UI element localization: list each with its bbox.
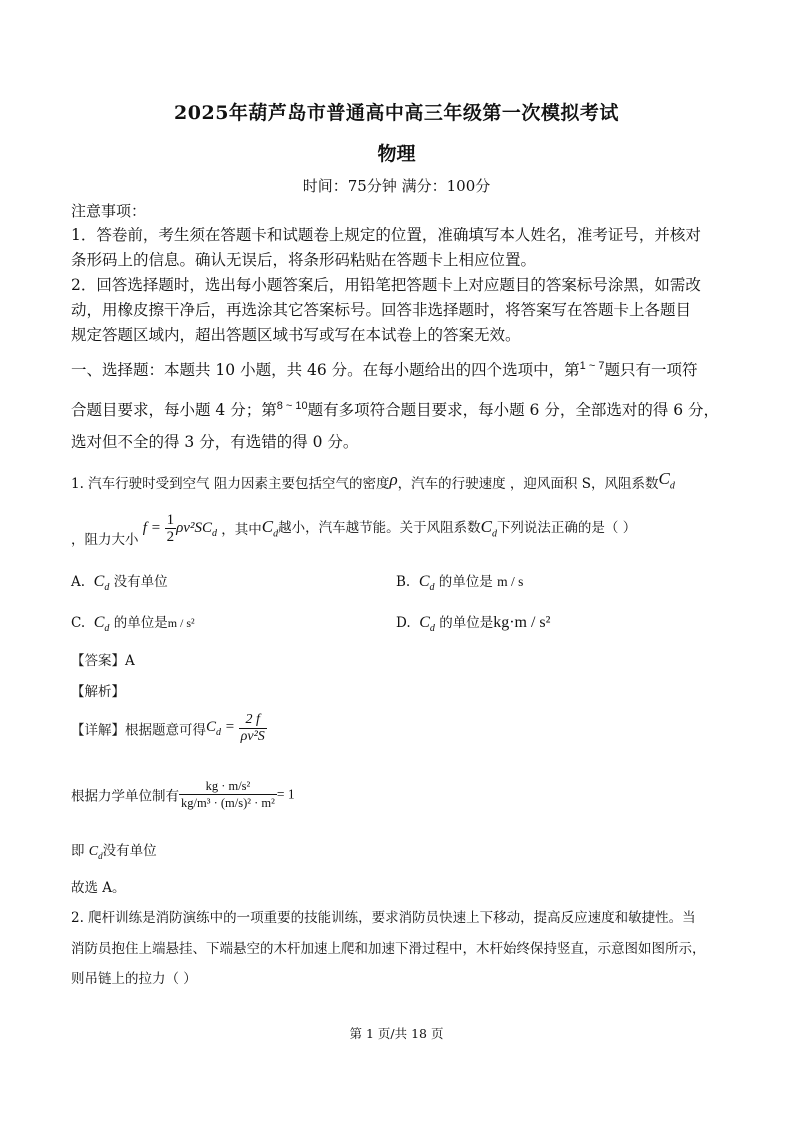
drag-formula: f = $\frac{1}{2}$ $\rho v^2SC_d$ bbox=[142, 512, 217, 545]
section-1-line-1 bbox=[71, 358, 697, 380]
section-1-range-multi: 8 ~ 10 bbox=[276, 399, 308, 412]
answer-line: 【答案】A bbox=[71, 653, 135, 669]
section-1-text-c: 合题目要求，每小题 4 分；第 bbox=[71, 401, 277, 419]
unit-line: 根据力学单位制有 $\frac{\text{kg · m/s²}}{\text{kg/m³ · (m/s)² · m²}}$ = 1 bbox=[71, 779, 295, 810]
notice-item-2-line-1: 2．回答选择题时，选出每小题答案后，用铅笔把答题卡上对应题目的答案标号涂黑，如需改 bbox=[71, 276, 701, 294]
notice-item-1-line-2: 条形码上的信息。确认无误后，将条形码粘贴在答题卡上相应位置。 bbox=[71, 251, 537, 269]
cd-symbol: $C_d$ bbox=[658, 469, 675, 492]
exam-title: 2025年葫芦岛市普通高中高三年级第一次模拟考试 bbox=[174, 102, 619, 124]
option-b: B. $C_d$ 的单位是 m / s bbox=[396, 573, 524, 594]
q2-line-2: 消防员抱住上端悬挂、下端悬空的木杆加速上爬和加速下滑过程中，木杆始终保持竖直，示意图如图所示， bbox=[71, 941, 706, 957]
option-d: D. $C_d$ 的单位是kg·m / s² bbox=[396, 614, 551, 635]
q1-line2-d: 下列说法正确的是（ ） bbox=[496, 520, 637, 536]
q1-stem-a: 1. 汽车行驶时受到空气 阻力因素主要包括空气的密度 bbox=[71, 476, 390, 492]
detail-fraction: $\frac{2 f}{\text{ρv²S}}$ bbox=[240, 712, 265, 744]
section-1-text-a: 一、选择题：本题共 10 小题，共 46 分。在每小题给出的四个选项中，第 bbox=[71, 361, 580, 379]
notice-item-1-line-1: 1．答卷前，考生须在答题卡和试题卷上规定的位置，准确填写本人姓名，准考证号，并核对 bbox=[71, 226, 701, 244]
cd-symbol-2: $C_d$ bbox=[261, 517, 279, 540]
q1-line2-b: ，其中 bbox=[221, 522, 262, 538]
detail-line: 【详解】根据题意可得$C_d$ = $\frac{2 f}{\text{ρv²S}}$ bbox=[71, 712, 265, 744]
section-1-text-d: 题有多项符合题目要求，每小题 6 分，全部选对的得 6 分， bbox=[307, 401, 720, 419]
option-c: C. $C_d$ 的单位是m / s² bbox=[71, 614, 195, 635]
rho-symbol: ρ bbox=[389, 470, 398, 489]
section-1-range-single: 1 ~ 7 bbox=[579, 359, 605, 372]
analysis-tag: 【解析】 bbox=[71, 684, 125, 700]
q1-stem-line-2 bbox=[71, 512, 636, 552]
notice-heading: 注意事项： bbox=[71, 202, 147, 220]
unit-fraction: $\frac{\text{kg · m/s²}}{\text{kg/m³ · (m/s)² · m²}}$ bbox=[181, 779, 275, 810]
cd-symbol-3: $C_d$ bbox=[480, 517, 497, 540]
notice-item-2-line-2: 动，用橡皮擦干净后，再选涂其它答案标号。回答非选择题时，将答案写在答题卡上各题目 bbox=[71, 301, 692, 319]
section-1-line-2 bbox=[71, 398, 719, 420]
notice-item-2-line-3: 规定答题区域内，超出答题区域书写或写在本试卷上的答案无效。 bbox=[71, 326, 521, 344]
choose-line: 故选 A。 bbox=[71, 880, 126, 896]
q1-line2-c: 越小，汽车越节能。关于风阻系数 bbox=[278, 520, 481, 536]
section-1-text-b: 题只有一项符 bbox=[604, 361, 698, 379]
time-info: 时间：75分钟 满分：100分 bbox=[302, 177, 491, 195]
q1-stem-line-1 bbox=[71, 469, 675, 492]
q2-line-3: 则吊链上的拉力（ ） bbox=[71, 971, 197, 987]
conclusion-line: 即 $C_d$没有单位 bbox=[71, 843, 157, 861]
page-number: 第 1 页/共 18 页 bbox=[349, 1026, 444, 1041]
option-a: A. $C_d$ 没有单位 bbox=[71, 573, 168, 594]
section-1-line-3: 选对但不全的得 3 分，有选错的得 0 分。 bbox=[71, 433, 359, 451]
q1-stem-b: ，汽车的行驶速度 ，迎风面积 S，风阻系数 bbox=[397, 476, 659, 492]
q2-line-1: 2. 爬杆训练是消防演练中的一项重要的技能训练，要求消防员快速上下移动，提高反应速度和敏捷性。当 bbox=[71, 910, 696, 926]
q1-line2-a: ，阻力大小 bbox=[71, 532, 139, 548]
subject-title: 物理 bbox=[377, 143, 416, 165]
